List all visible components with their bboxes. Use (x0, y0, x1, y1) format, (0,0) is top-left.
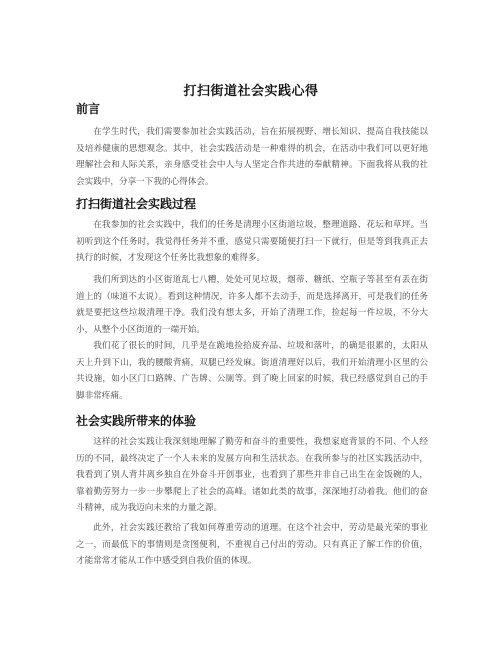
process-paragraph-3: 我们花了很长的时间，几乎是在跪地捡拾废弃品、垃圾和落叶，的确是很累的，太阳从天上升到下山，我的腰酸背痛，双腿已经发麻。街道清理好以后，我们开始清理小区里的公共设施，如小区门口路牌、广告牌、公厕等。到了晚上回家的时候，我已经感觉到自己的手脚非常疼痛。 (76, 341, 428, 401)
preface-paragraph: 在学生时代，我们需要参加社会实践活动，旨在拓展视野、增长知识、提高自我技能以及培养健康的思想观念。其中，社会实践活动是一种难得的机会，在活动中我们可以更好地理解社会和人际关系，亲身感受社会中人与人坚定合作共进的奉献精神。下面我将从我的社会实践中，分享一下我的心得体会。 (76, 127, 428, 187)
process-paragraph-2: 我们所到达的小区街道乱七八糟，处处可见垃圾，烟蒂、糖纸、空瓶子等甚至有丢在街道上的（味道不太说）。看到这种情况，许多人都不去动手，而是选择离开，可是我们的任务就是要把这些垃圾清理干净。我们没有想太多，开始了清理工作，捡起每一件垃圾，不分大小，从整个小区街道的一端开始。 (76, 275, 428, 335)
experience-paragraph-2: 此外，社会实践还教给了我如何尊重劳动的道理。在这个社会中，劳动是最光荣的事业之一，而最低下的事情则是贪图便利，不重视自己付出的劳动。只有真正了解工作的价值，才能常常才能从工作中感受到自我价值的体现。 (76, 523, 428, 566)
section-heading-process: 打扫街道社会实践过程 (76, 197, 197, 211)
experience-paragraph-1: 这样的社会实践让我深刻地理解了勤劳和奋斗的重要性，我想家庭背景的不同、个人经历的不同，最终决定了一个人未来的发展方向和生活状态。在我所参与的社区实践活动中，我看到了别人背井离乡独自在外奋斗开创事业，也看到了那些并非自己出生在金饭碗的人，靠着勤劳努力一步一步攀爬上了社会的高峰。诸如此类的故事，深深地打动着我。他们的奋斗精神，成为我迈向未来的力量之源。 (76, 437, 428, 513)
document-title: 打扫街道社会实践心得 (183, 84, 319, 99)
process-paragraph-1: 在我参加的社会实践中，我们的任务是清理小区街道垃圾，整理道路、花坛和草坪。当初听到这个任务时，我觉得任务并不重，感觉只需要随便打扫一下就行，但是等到我真正去执行的时候，才发现这个任务比我想象的难得多。 (76, 220, 428, 263)
section-heading-experience: 社会实践所带来的体验 (76, 414, 197, 428)
section-heading-preface: 前言 (76, 102, 101, 116)
